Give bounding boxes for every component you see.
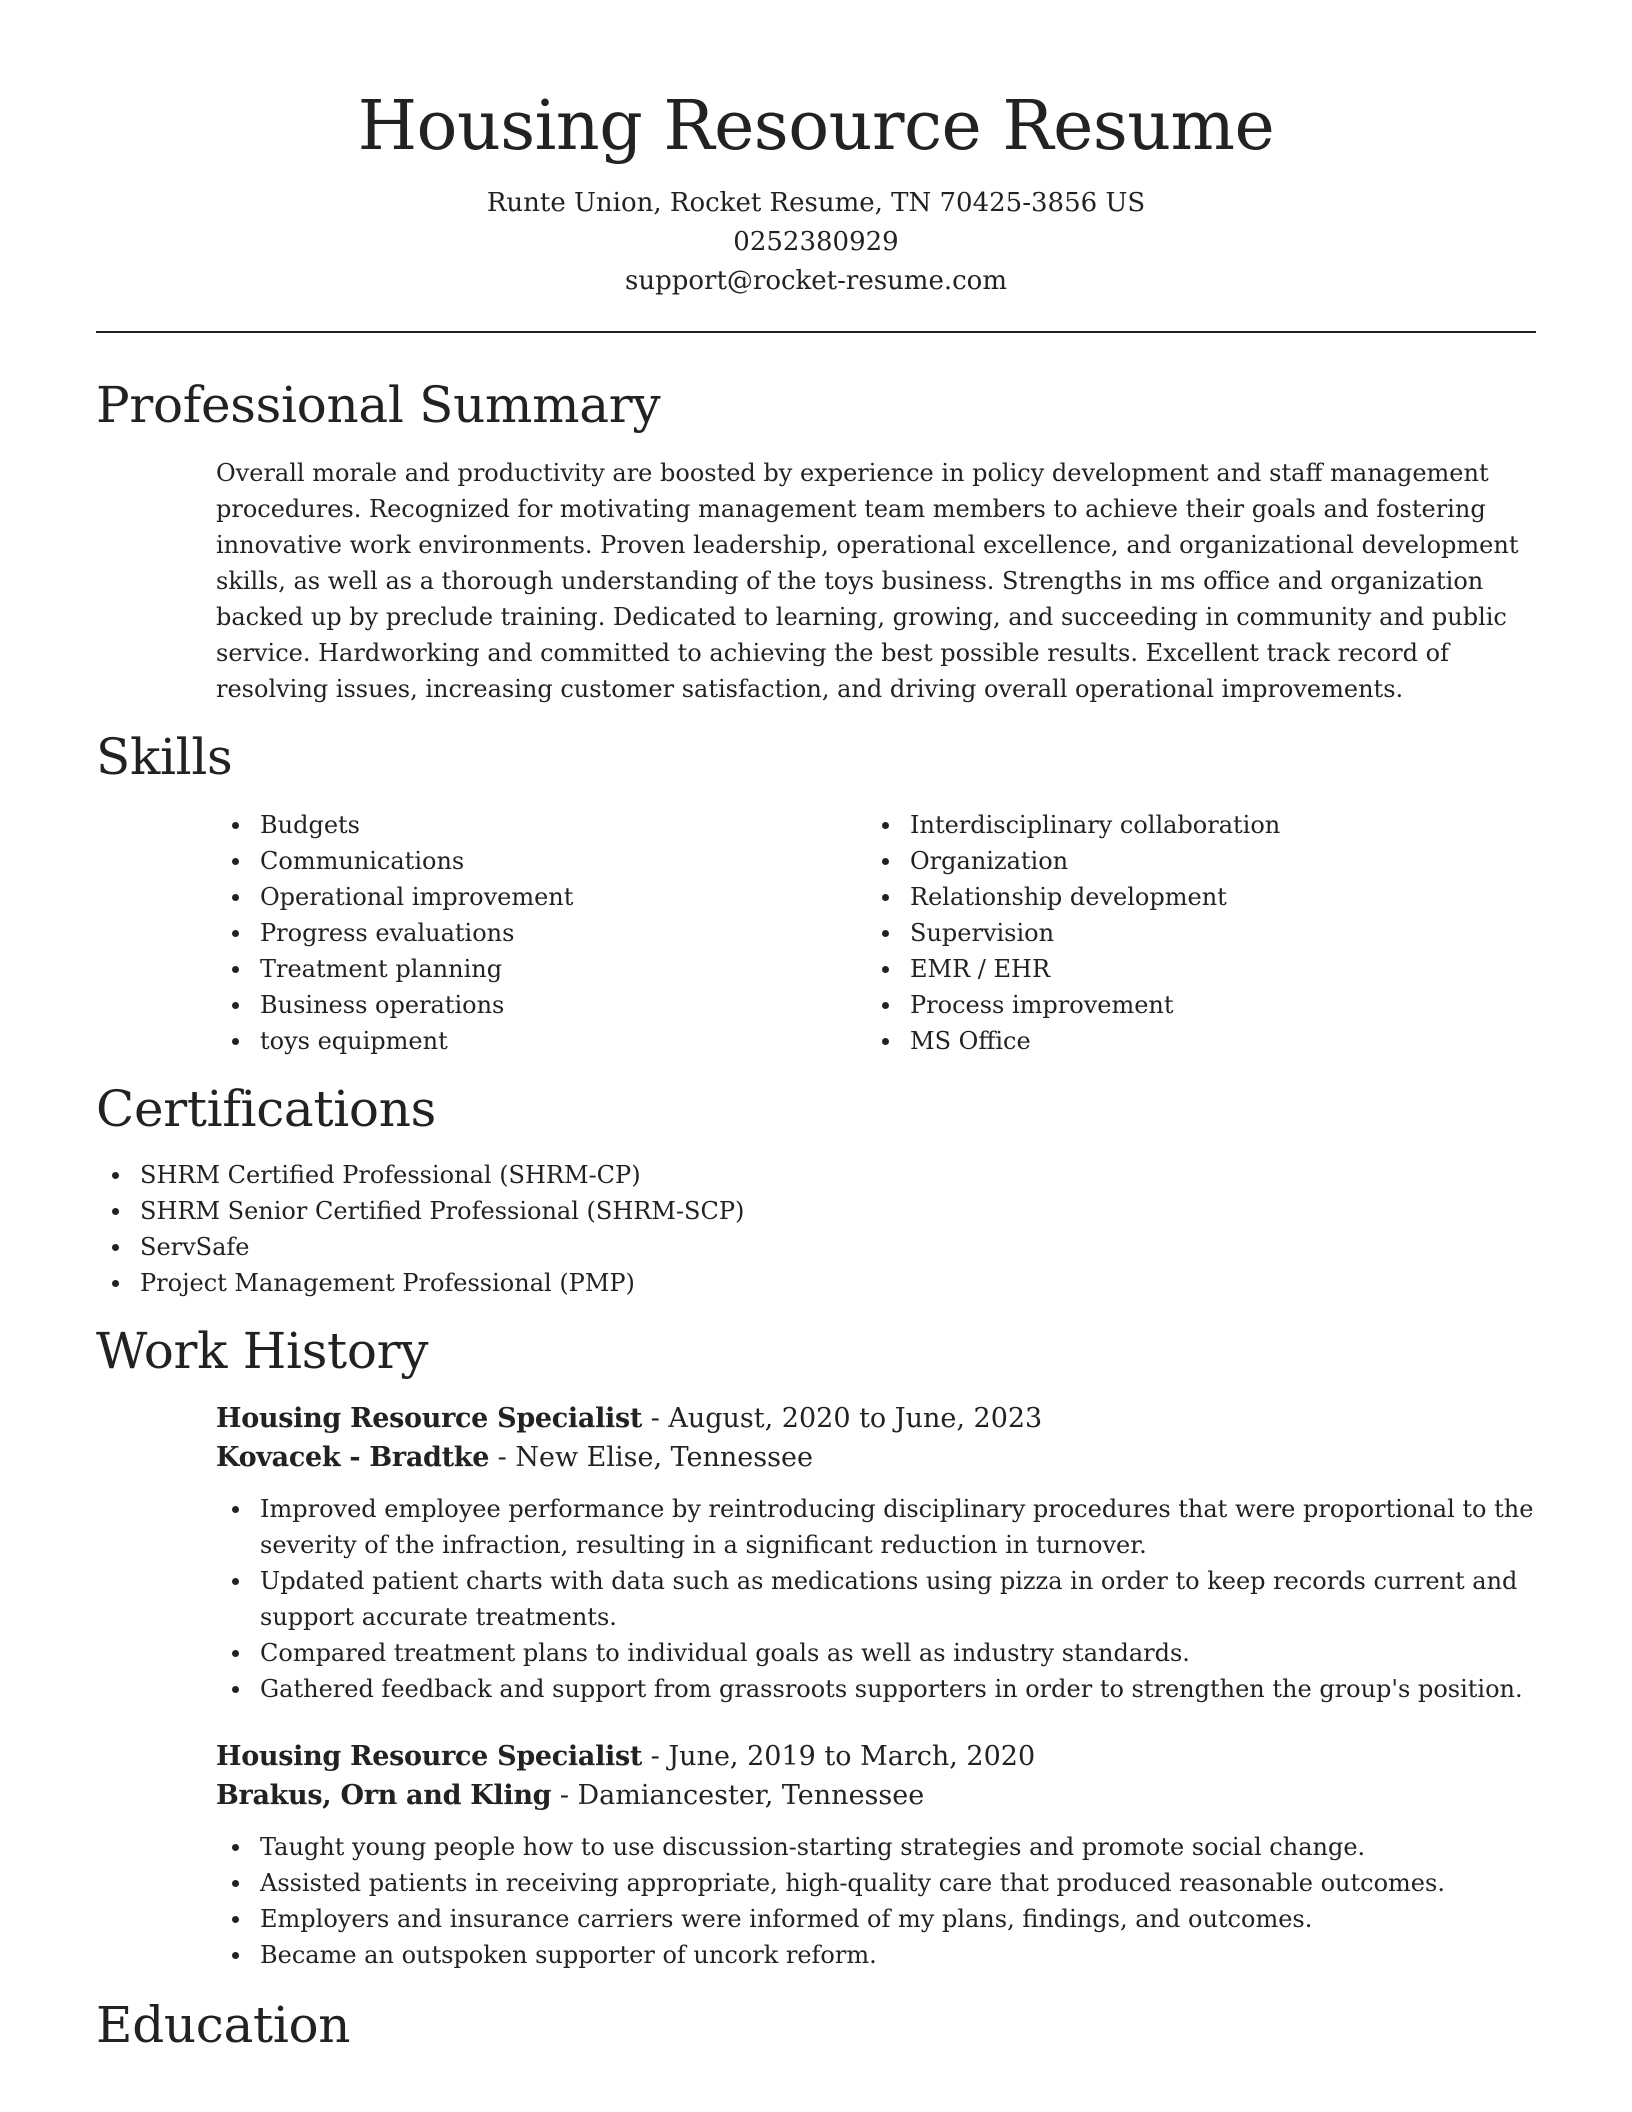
list-item: Updated patient charts with data such as medications using pizza in order to keep records current and support accurate treatments. — [216, 1563, 1536, 1635]
certifications-heading: Certifications — [96, 1080, 436, 1138]
contact-address: Runte Union, Rocket Resume, TN 70425-3856 US — [486, 188, 1146, 218]
job-entry — [216, 1399, 1536, 1707]
list-item: Compared treatment plans to individual goals as well as industry standards. — [216, 1635, 1536, 1671]
summary-heading: Professional Summary — [96, 376, 661, 434]
list-item: Improved employee performance by reintroducing disciplinary procedures that were proportional to the severity of the infraction, resulting in a significant reduction in turnover. — [216, 1491, 1536, 1563]
work-history-heading: Work History — [96, 1322, 429, 1380]
job-dates: - June, 2019 to March, 2020 — [642, 1741, 1036, 1772]
header-divider — [96, 331, 1536, 333]
summary-text: Overall morale and productivity are boosted by experience in policy development and staff management procedures. Recognized for motivating management team members to achieve their goals and fostering innovative work environments. Proven leadership, operational excellence, and organizational development skills, as well as a thorough understanding of the toys business. Strengths in ms office and organization backed up by preclude training. Dedicated to learning, growing, and succeeding in community and public service. Hardworking and committed to achieving the best possible results. Excellent track record of resolving issues, increasing customer satisfaction, and driving overall operational improvements. — [216, 459, 1519, 703]
resume-header — [96, 0, 1536, 301]
job-title: Housing Resource Specialist — [216, 1741, 643, 1772]
education-section — [96, 1993, 1536, 2057]
list-item: Project Management Professional (PMP) — [96, 1265, 1536, 1301]
list-item: Relationship development — [866, 879, 1516, 915]
list-item: Gathered feedback and support from grassroots supporters in order to strengthen the group's position. — [216, 1671, 1536, 1707]
job-location: - New Elise, Tennessee — [489, 1442, 813, 1473]
job-company: Brakus, Orn and Kling — [216, 1780, 552, 1811]
list-item: Employers and insurance carriers were informed of my plans, findings, and outcomes. — [216, 1901, 1536, 1937]
list-item: Assisted patients in receiving appropriate, high-quality care that produced reasonable outcomes. — [216, 1865, 1536, 1901]
job-company: Kovacek - Bradtke — [216, 1442, 490, 1473]
list-item: MS Office — [866, 1023, 1516, 1059]
list-item: SHRM Certified Professional (SHRM-CP) — [96, 1157, 1536, 1193]
job-company-line — [216, 1776, 1536, 1815]
list-item: Operational improvement — [216, 879, 866, 915]
contact-email: support@rocket-resume.com — [624, 266, 1007, 296]
certifications-section — [96, 1077, 1536, 1301]
job-location: - Damiancester, Tennessee — [551, 1780, 925, 1811]
summary-section — [96, 373, 1536, 707]
skills-columns — [216, 807, 1536, 1059]
job-title: Housing Resource Specialist — [216, 1403, 643, 1434]
list-item: EMR / EHR — [866, 951, 1516, 987]
education-heading: Education — [96, 1996, 351, 2054]
job-company-line — [216, 1438, 1536, 1477]
job-title-line — [216, 1399, 1536, 1438]
list-item: ServSafe — [96, 1229, 1536, 1265]
contact-block — [96, 184, 1536, 301]
list-item: Organization — [866, 843, 1516, 879]
list-item: Business operations — [216, 987, 866, 1023]
list-item: Supervision — [866, 915, 1516, 951]
skills-section — [96, 725, 1536, 1059]
list-item: Communications — [216, 843, 866, 879]
list-item: SHRM Senior Certified Professional (SHRM-SCP) — [96, 1193, 1536, 1229]
job-entry — [216, 1737, 1536, 1973]
list-item: Became an outspoken supporter of uncork reform. — [216, 1937, 1536, 1973]
list-item: Interdisciplinary collaboration — [866, 807, 1516, 843]
list-item: toys equipment — [216, 1023, 866, 1059]
job-bullets — [216, 1829, 1536, 1973]
work-history-section — [96, 1319, 1536, 1973]
resume-page — [96, 0, 1536, 2057]
list-item: Taught young people how to use discussion-starting strategies and promote social change. — [216, 1829, 1536, 1865]
job-title-line — [216, 1737, 1536, 1776]
list-item: Budgets — [216, 807, 866, 843]
job-dates: - August, 2020 to June, 2023 — [642, 1403, 1043, 1434]
list-item: Process improvement — [866, 987, 1516, 1023]
list-item: Progress evaluations — [216, 915, 866, 951]
skills-list-right — [866, 807, 1516, 1059]
certifications-list — [96, 1157, 1536, 1301]
list-item: Treatment planning — [216, 951, 866, 987]
skills-list-left — [216, 807, 866, 1059]
job-bullets — [216, 1491, 1536, 1707]
resume-title: Housing Resource Resume — [357, 87, 1275, 166]
skills-heading: Skills — [96, 728, 233, 786]
contact-phone: 0252380929 — [733, 227, 899, 257]
